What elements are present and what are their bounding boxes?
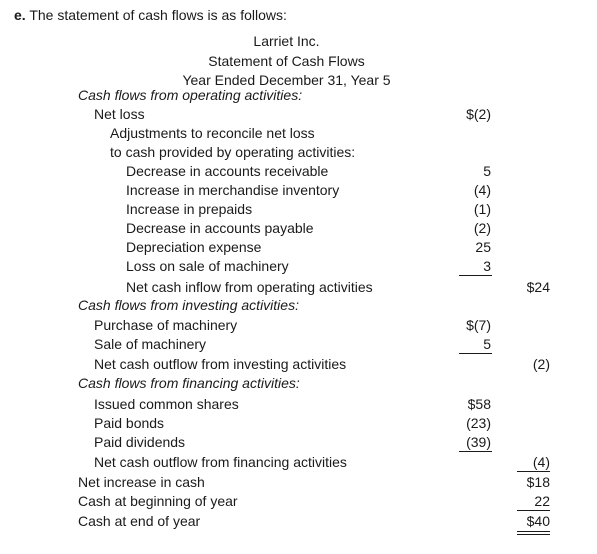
row-label: Increase in prepaids [126,201,253,217]
row-amount-col1: (4) [473,182,491,198]
row-label: Loss on sale of machinery [126,258,289,274]
row-label: Increase in merchandise inventory [126,182,340,198]
section-heading-operating: Cash flows from operating activities: [78,87,303,103]
row-amount-col1: (39) [466,434,491,450]
row-amount-col1: 3 [483,258,491,274]
row-amount-col1: $(2) [466,106,491,122]
company-name: Larriet Inc. [253,33,320,49]
row-label: Net increase in cash [78,474,205,490]
intro-line [14,6,287,24]
row-amount-col2: 22 [534,493,550,509]
row-amount-col1: (23) [466,415,491,431]
row-label: Purchase of machinery [94,317,238,333]
row-label: Cash at end of year [78,513,201,529]
row-label: Net cash inflow from operating activities [126,279,373,295]
section-heading-financing: Cash flows from financing activities: [78,375,300,391]
row-amount-col1: (1) [473,201,491,217]
underline-col2 [517,471,550,472]
row-amount-col1: (2) [473,220,491,236]
statement-title: Statement of Cash Flows [208,53,365,69]
row-label: Adjustments to reconcile net loss [110,125,315,141]
row-amount-col1: 5 [483,336,491,352]
row-amount-col2: $40 [526,513,550,529]
row-amount-col2: (4) [532,454,550,470]
row-label: Decrease in accounts payable [126,220,314,236]
row-label: Net loss [94,106,145,122]
row-label: Net cash outflow from investing activities [94,356,347,372]
row-label: Cash at beginning of year [78,493,238,509]
row-label: Depreciation expense [126,239,262,255]
underline-col2 [517,510,550,511]
row-amount-col1: 25 [475,239,491,255]
underline-col1 [459,275,492,276]
row-label: Paid dividends [94,434,186,450]
row-label: Net cash outflow from financing activities [94,454,347,470]
row-amount-col2: (2) [532,356,550,372]
row-amount-col1: 5 [483,163,491,179]
underline-col1 [459,451,492,452]
intro-letter: e. [14,7,26,23]
row-label: Issued common shares [94,396,239,412]
row-label: to cash provided by operating activities: [110,144,356,160]
double-underline-bottom [517,534,550,535]
row-amount-col1: $(7) [466,317,491,333]
row-label: Paid bonds [94,415,165,431]
double-underline-top [517,531,550,532]
row-amount-col2: $18 [526,474,550,490]
intro-text: The statement of cash flows is as follows: [25,7,287,23]
section-heading-investing: Cash flows from investing activities: [78,297,299,313]
row-amount-col2: $24 [526,279,550,295]
row-label: Sale of machinery [94,336,207,352]
underline-col1 [459,353,492,354]
statement-period: Year Ended December 31, Year 5 [182,72,391,88]
row-amount-col1: $58 [467,396,491,412]
row-label: Decrease in accounts receivable [126,163,329,179]
